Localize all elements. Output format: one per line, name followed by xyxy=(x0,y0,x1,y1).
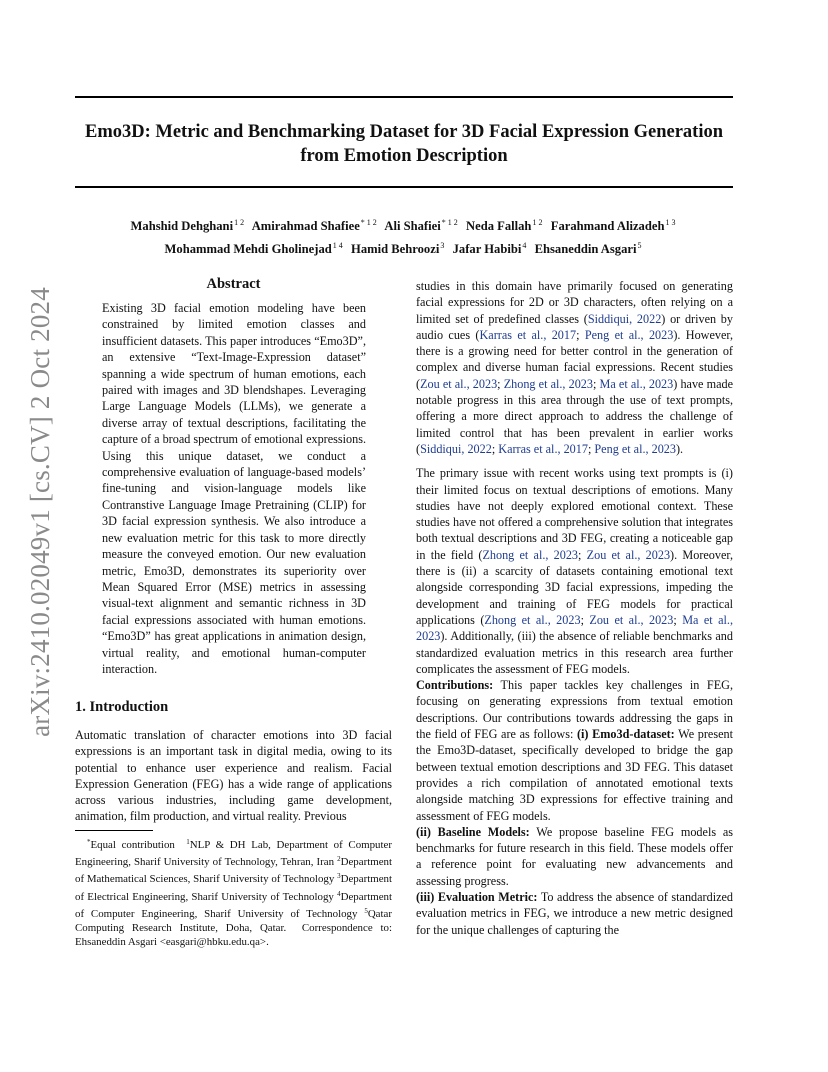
citation-link[interactable]: Zhong et al., 2023 xyxy=(482,547,579,562)
citation-link[interactable]: Ma et al., 2023 xyxy=(599,376,674,391)
contribution-iii: (iii) Evaluation Metric: To address the absence of standardized evaluation metrics in FEG, we introduce a new metric designed for the unique challenges of capturing the xyxy=(416,889,733,937)
abstract-heading: Abstract xyxy=(206,276,261,292)
author: Ali Shafiei$^{* 1 2}$ xyxy=(384,218,458,233)
citation-link[interactable]: Karras et al., 2017 xyxy=(479,327,577,342)
author: Mohammad Mehdi Gholinejad$^{1 4}$ xyxy=(164,241,343,256)
author: Neda Fallah$^{1 2}$ xyxy=(466,218,543,233)
section-heading-introduction: 1. Introduction xyxy=(75,699,169,715)
citation-link[interactable]: Zou et al., 2023 xyxy=(420,376,498,391)
citation-link[interactable]: Peng et al., 2023 xyxy=(584,327,674,342)
title-rule-bottom xyxy=(75,186,733,188)
citation-link[interactable]: Zou et al., 2023 xyxy=(589,612,674,627)
paper-title xyxy=(75,120,733,168)
arxiv-identifier: arXiv:2410.02049v1 [cs.CV] 2 Oct 2024 xyxy=(25,287,55,737)
title-line-1: Emo3D: Metric and Benchmarking Dataset for 3D Facial Expression Generation xyxy=(84,122,724,142)
citation-link[interactable]: Zou et al., 2023 xyxy=(586,547,671,562)
citation-link[interactable]: Peng et al., 2023 xyxy=(594,441,676,456)
author: Ehsaneddin Asgari$^5$ xyxy=(534,241,642,256)
contributions-paragraph: Contributions: This paper tackles key challenges in FEG, focusing on generating expressions from textual emotion descriptions. Our contributions towards addressing the gaps in the field of FEG are as follows: (i) Emo3d-dataset: We present the Emo3D-dataset, specifically developed to bridge the gap between textual emotion descriptions and 3D FEG. This dataset provides a rich compilation of annotated emotional texts alongside matching 3D expressions for effective training and assessment of FEG models. xyxy=(416,678,733,823)
citation-link[interactable]: Karras et al., 2017 xyxy=(498,441,588,456)
author: Farahmand Alizadeh$^{1 3}$ xyxy=(550,218,676,233)
title-line-2: from Emotion Description xyxy=(300,146,508,166)
title-rule-top xyxy=(75,96,733,98)
citation-link[interactable]: Siddiqui, 2022 xyxy=(587,311,662,326)
footnote-rule xyxy=(75,830,153,831)
footnote: *Equal contribution $^1$NLP & DH Lab, Department of Computer Engineering, Sharif University of Technology, Tehran, Iran $^2$Department of Mathematical Sciences, Sharif University of Technology $^3$Department of Electrical Engineering, Sharif University of Technology $^4$Department of Computer Engineering, Sharif University of Technology $^5$Qatar Computing Research Institute, Doha, Qatar. Correspondence to: Ehsaneddin Asgari <easgari@hbku.edu.qa>. xyxy=(75,838,393,949)
citation-link[interactable]: Siddiqui, 2022 xyxy=(420,441,492,456)
citation-link[interactable]: Ma et al., 2023 xyxy=(416,612,733,644)
author-list xyxy=(75,213,733,259)
abstract-text: Existing 3D facial emotion modeling have been constrained by limited emotion classes and insufficient datasets. This paper introduces “Emo3D”, an extensive “Text-Image-Expression dataset” spanning a wide spectrum of human emotions, each paired with images and 3D blendshapes. Leveraging Large Language Models (LLMs), we generate a diverse array of textual descriptions, facilitating the capture of a broad spectrum of emotional expressions. Using this unique dataset, we conduct a comprehensive evaluation of language-based models’ fine-tuning and vision-language models like Contranstive Language Image Pretraining (CLIP) for 3D facial expression synthesis. We also introduce a new evaluation metric for this task to more directly measure the conveyed emotion. Our new evaluation metric, Emo3D, demonstrates its superiority over Mean Squared Error (MSE) metrics in assessing visual-text alignment and semantic richness in 3D facial expressions associated with human emotions. “Emo3D” has great applications in animation design, virtual reality, and emotional human-computer interaction. xyxy=(102,301,366,676)
citation-link[interactable]: Zhong et al., 2023 xyxy=(503,376,593,391)
author: Jafar Habibi$^4$ xyxy=(452,241,527,256)
author: Hamid Behroozi$^3$ xyxy=(351,241,445,256)
intro-paragraph: Automatic translation of character emotions into 3D facial expressions is an important task in digital media, owing to its potential to enhance user experience and realism. Facial Expression Generation (FEG) has a wide range of applications across various industries, including game development, animation, film production, and virtual reality. Previous xyxy=(75,728,392,824)
contribution-ii: (ii) Baseline Models: We propose baseline FEG models as benchmarks for future research in this field. These models offer a reference point for evaluating new advancements and assessing progress. xyxy=(416,824,733,888)
citation-link[interactable]: Zhong et al., 2023 xyxy=(484,612,581,627)
author: Mahshid Dehghani$^{1 2}$ xyxy=(130,218,245,233)
problem-paragraph: The primary issue with recent works using text prompts is (i) their limited focus on textual descriptions of emotions. Many studies have not deeply explored emotional context. These studies have not offered a comprehensive solution that integrates both textual descriptions and 3D FEG, creating a noticeable gap in the field (Zhong et al., 2023; Zou et al., 2023). Moreover, there is (ii) a scarcity of datasets containing emotional text alongside corresponding 3D facial expressions, impeding the development and training of FEG models for practical applications (Zhong et al., 2023; Zou et al., 2023; Ma et al., 2023). Additionally, (iii) the absence of reliable benchmarks and standardized evaluation metrics in this research area further complicates the assessment of FEG models. xyxy=(416,466,733,676)
intro-paragraph-continued: studies in this domain have primarily focused on generating facial expressions for 2D or 3D characters, often relying on a limited set of predefined classes (Siddiqui, 2022) or driven by audio cues (Karras et al., 2017; Peng et al., 2023). However, there is a growing need for better control in the generation of complex and diverse human facial expressions. Recent studies (Zou et al., 2023; Zhong et al., 2023; Ma et al., 2023) have made notable progress in this area through the use of text prompts, offering a more direct approach to address the challenge of limited control that has been prevalent in earlier works (Siddiqui, 2022; Karras et al., 2017; Peng et al., 2023). xyxy=(416,279,734,456)
right-column xyxy=(416,278,733,938)
author: Amirahmad Shafiee$^{* 1 2}$ xyxy=(251,218,377,233)
